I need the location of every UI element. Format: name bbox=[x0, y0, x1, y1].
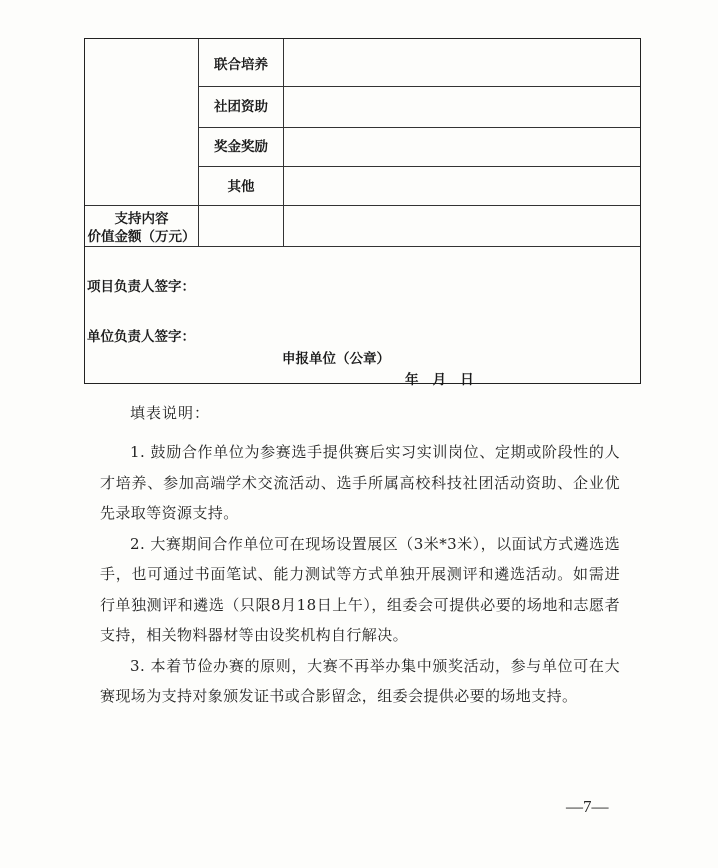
row-label-other: 其他 bbox=[227, 179, 255, 195]
row-label-joint-training: 联合培养 bbox=[214, 57, 268, 73]
unit-leader-signature-label: 单位负责人签字： bbox=[87, 329, 195, 345]
page-number: —7— bbox=[566, 797, 609, 816]
prize-reward-value-cell[interactable] bbox=[284, 128, 640, 166]
form-instructions bbox=[100, 402, 620, 712]
support-value-label-line2: 价值金额（万元） bbox=[87, 229, 196, 245]
support-value-label-line1: 支持内容 bbox=[114, 211, 169, 227]
row-label-prize-reward: 奖金奖励 bbox=[214, 139, 268, 155]
applicant-seal-label: 申报单位（公章） bbox=[282, 351, 390, 367]
date-label: 年 月 日 bbox=[405, 372, 474, 388]
support-form-table bbox=[84, 38, 641, 388]
club-funding-value-cell[interactable] bbox=[284, 87, 640, 127]
joint-training-value-cell[interactable] bbox=[284, 39, 640, 86]
instruction-paragraph-1: 1. 鼓励合作单位为参赛选手提供赛后实习实训岗位、定期或阶段性的人才培养、参加高端学术交流活动、选手所属高校科技社团活动资助、企业优先录取等资源支持。 bbox=[100, 443, 620, 522]
row-label-club-funding: 社团资助 bbox=[214, 99, 268, 115]
other-value-cell[interactable] bbox=[284, 167, 640, 205]
instruction-paragraph-2: 2. 大赛期间合作单位可在现场设置展区（3米*3米），以面试方式遴选选手，也可通过书面笔试、能力测试等方式单独开展测评和遴选活动。如需进行单独测评和遴选（只限8月18日上午），组委会可提供必要的场地和志愿者支持，相关物料器材等由设奖机构自行解决。 bbox=[100, 534, 620, 644]
instruction-paragraph-3: 3. 本着节俭办赛的原则，大赛不再举办集中颁奖活动，参与单位可在大赛现场为支持对象颁发证书或合影留念，组委会提供必要的场地支持。 bbox=[100, 656, 620, 705]
support-value-cell[interactable] bbox=[199, 206, 640, 246]
row-divider bbox=[85, 246, 640, 247]
project-leader-signature-label: 项目负责人签字： bbox=[87, 279, 195, 295]
instructions-title: 填表说明： bbox=[130, 404, 211, 422]
